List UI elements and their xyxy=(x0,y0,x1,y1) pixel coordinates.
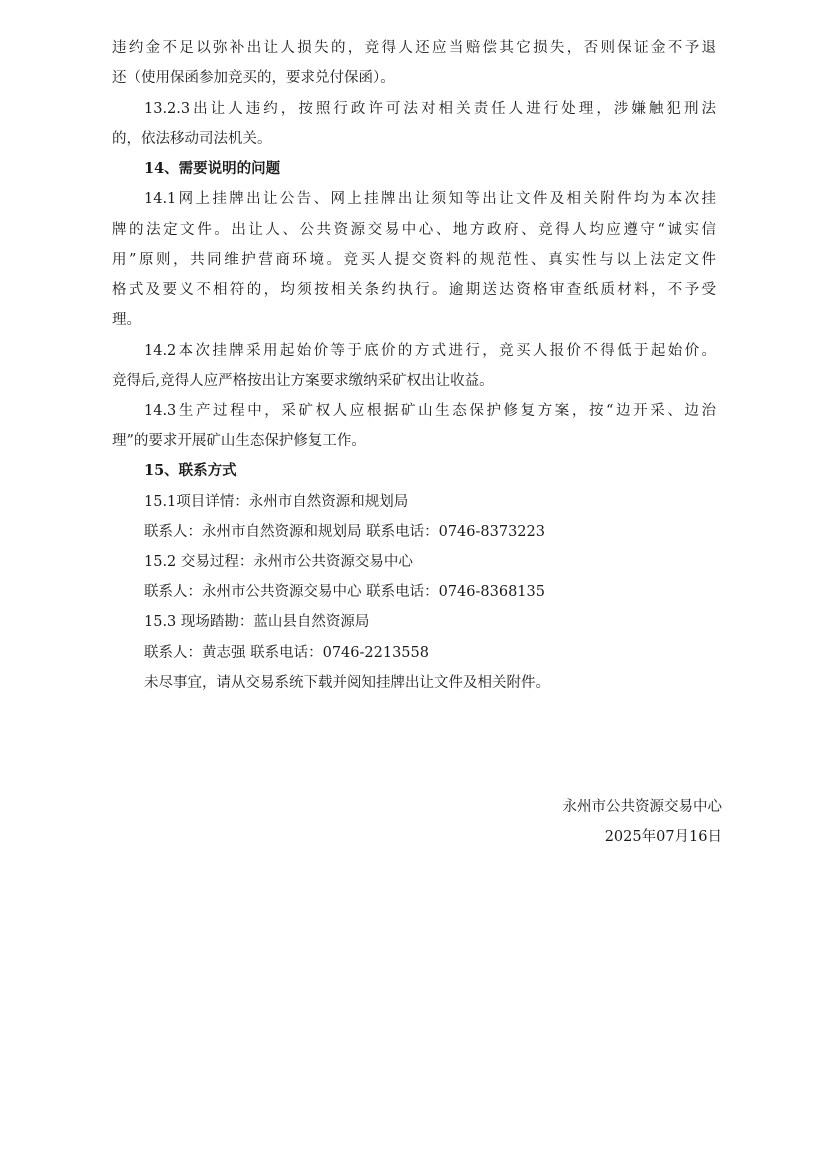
paragraph-line: 牌的法定文件。出让人、公共资源交易中心、地方政府、竞得人均应遵守“诚实信 xyxy=(112,222,716,238)
paragraph-line: 的，依法移动司法机关。 xyxy=(112,131,272,147)
section-heading-15: 15、联系方式 xyxy=(144,462,237,479)
paragraph-line: 还（使用保函参加竞买的，要求兑付保函）。 xyxy=(112,70,395,86)
paragraph-line: 违约金不足以弥补出让人损失的，竞得人还应当赔偿其它损失，否则保证金不予退 xyxy=(112,40,716,56)
contact-line: 15.3 现场踏勘：蓝山县自然资源局 xyxy=(144,614,370,630)
paragraph-line: 格式及要义不相符的，均须按相关条约执行。逾期送达资格审查纸质材料，不予受 xyxy=(112,282,716,298)
paragraph-line: 用”原则，共同维护营商环境。竞买人提交资料的规范性、真实性与以上法定文件 xyxy=(112,252,716,268)
paragraph-line: 理”的要求开展矿山生态保护修复工作。 xyxy=(112,433,366,449)
paragraph-line: 13.2.3出让人违约，按照行政许可法对相关责任人进行处理，涉嫌触犯刑法 xyxy=(144,101,716,117)
contact-line: 联系人：永州市自然资源和规划局 联系电话：0746-8373223 xyxy=(144,524,545,540)
paragraph-line: 14.3生产过程中，采矿权人应根据矿山生态保护修复方案，按“边开采、边治 xyxy=(144,403,716,419)
contact-line: 联系人：黄志强 联系电话：0746-2213558 xyxy=(144,645,429,661)
paragraph-line: 竞得后,竞得人应严格按出让方案要求缴纳采矿权出让收益。 xyxy=(112,373,494,389)
paragraph-line: 14.1网上挂牌出让公告、网上挂牌出让须知等出让文件及相关附件均为本次挂 xyxy=(144,191,716,207)
contact-line: 15.1项目详情：永州市自然资源和规划局 xyxy=(144,494,409,510)
signature-organization: 永州市公共资源交易中心 xyxy=(562,799,722,815)
section-heading-14: 14、需要说明的问题 xyxy=(144,160,281,177)
paragraph-line: 14.2本次挂牌采用起始价等于底价的方式进行，竞买人报价不得低于起始价。 xyxy=(144,343,716,359)
contact-line: 15.2 交易过程：永州市公共资源交易中心 xyxy=(144,554,413,570)
contact-line: 联系人：永州市公共资源交易中心 联系电话：0746-8368135 xyxy=(144,584,545,600)
signature-date: 2025年07月16日 xyxy=(604,829,722,845)
paragraph-line: 理。 xyxy=(112,312,141,328)
closing-note: 未尽事宜，请从交易系统下载并阅知挂牌出让文件及相关附件。 xyxy=(144,675,550,691)
